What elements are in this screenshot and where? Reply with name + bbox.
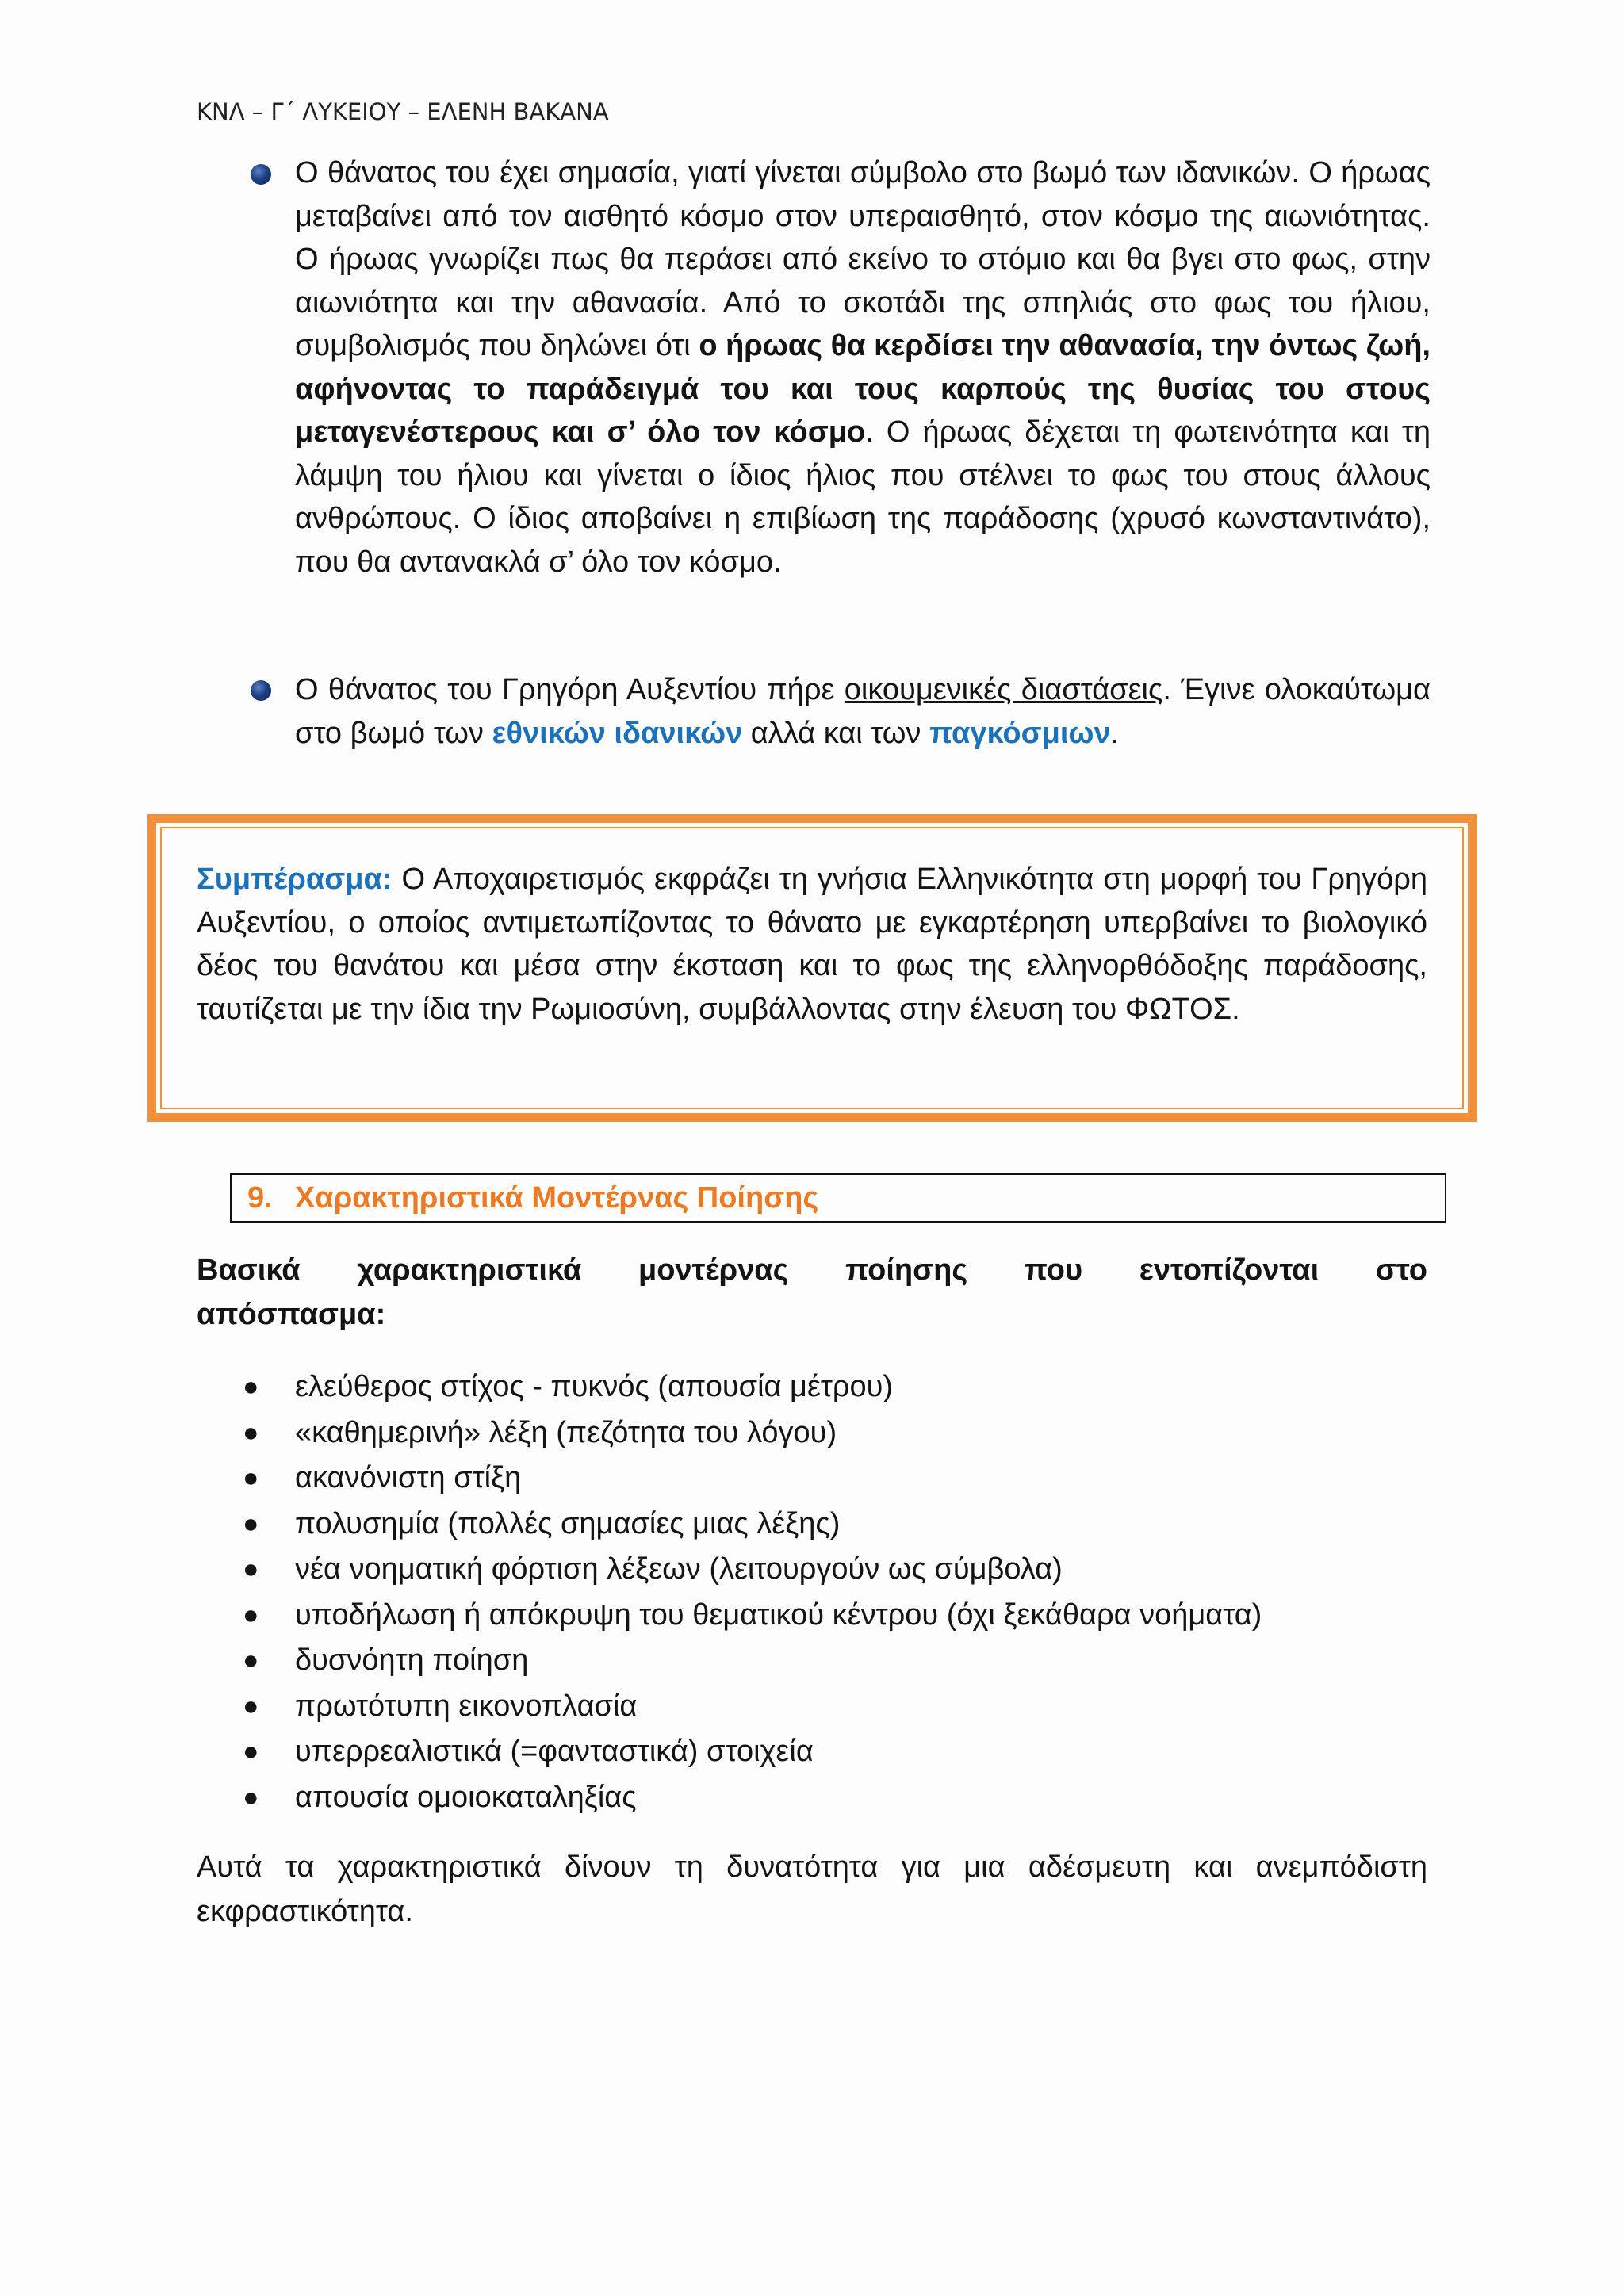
bullet-dot-icon	[251, 164, 271, 185]
section-heading	[230, 1173, 1446, 1223]
list-item: ● υποδήλωση ή απόκρυψη του θεματικού κέντρου (όχι ξεκάθαρα νοήματα)	[243, 1593, 1262, 1639]
bullet2-text-b: . Έγινε ολοκαύτωμα στο βωμό των	[295, 673, 1431, 750]
intro-line-2: απόσπασμα:	[197, 1298, 386, 1331]
bullet1-bold: ο ήρωας θα κερδίσει την αθανασία, την όντως ζωή, αφήνοντας το παράδειγμά του και τους καρπούς της θυσίας του στους μεταγενέστερους και σ’ όλο τον κόσμο	[295, 329, 1431, 449]
bullet2-blue-2: παγκόσμιων	[929, 716, 1111, 750]
list-item: ● υπερρεαλιστικά (=φανταστικά) στοιχεία	[243, 1729, 1262, 1775]
bullet-disc-icon: ●	[243, 1417, 259, 1448]
conclusion-text: Ο Αποχαιρετισμός εκφράζει τη γνήσια Ελληνικότητα στη μορφή του Γρηγόρη Αυξεντίου, ο οποίος αντιμετωπίζοντας το θάνατο με εγκαρτέρηση υπερβαίνει το βιολογικό δέος του θανάτου και μέσα στην έκσταση και το φως της ελληνορθόδοξης παράδοσης, ταυτίζεται με την ίδια την Ρωμιοσύνη, συμβάλλοντας στην έλευση του ΦΩΤΟΣ.	[197, 863, 1427, 1026]
bullet2-text-a: Ο θάνατος του Γρηγόρη Αυξεντίου πήρε	[295, 673, 845, 706]
list-item: ● ελεύθερος στίχος - πυκνός (απουσία μέτρου)	[243, 1364, 1262, 1410]
bullet-paragraph-2	[295, 668, 1431, 755]
list-item: ● νέα νοηματική φόρτιση λέξεων (λειτουργούν ως σύμβολα)	[243, 1547, 1262, 1593]
bullet1-text-b: . Ο ήρωας δέχεται τη φωτεινότητα και τη λάμψη του ήλιου και γίνεται ο ίδιος ήλιος που στέλνει το φως του στους άλλους ανθρώπους. Ο ίδιος αποβαίνει η επιβίωση της παράδοσης (χρυσό κωνσταντινάτο), που θα αντανακλά σ’ όλο τον κόσμο.	[295, 415, 1431, 579]
features-list	[243, 1364, 1262, 1820]
bullet-disc-icon: ●	[243, 1736, 259, 1766]
conclusion-paragraph	[197, 858, 1427, 1031]
page-header: ΚΝΛ – Γ΄ ΛΥΚΕΙΟΥ – ΕΛΕΝΗ ΒΑΚΑΝΑ	[197, 98, 609, 125]
list-item: ● «καθημερινή» λέξη (πεζότητα του λόγου)	[243, 1410, 1262, 1456]
bullet-disc-icon: ●	[243, 1599, 259, 1630]
bullet2-blue-1: εθνικών ιδανικών	[492, 716, 743, 750]
bullet-paragraph-1	[295, 151, 1431, 584]
intro-line-1: Βασικά χαρακτηριστικά μοντέρνας ποίησης που εντοπίζονται στο	[197, 1253, 1427, 1287]
list-item: ● δυσνόητη ποίηση	[243, 1638, 1262, 1684]
bullet2-text-c: αλλά και των	[742, 716, 929, 750]
bullet-disc-icon: ●	[243, 1554, 259, 1584]
list-item: ● πρωτότυπη εικονοπλασία	[243, 1684, 1262, 1730]
closing-paragraph: Αυτά τα χαρακτηριστικά δίνουν τη δυνατότητα για μια αδέσμευτη και ανεμπόδιστη εκφραστικότητα.	[197, 1850, 1427, 1928]
bullet-disc-icon: ●	[243, 1781, 259, 1812]
bullet-disc-icon: ●	[243, 1690, 259, 1721]
list-item: ● απουσία ομοιοκαταληξίας	[243, 1775, 1262, 1821]
section-number: 9.	[247, 1181, 273, 1215]
bullet-disc-icon: ●	[243, 1645, 259, 1675]
intro-paragraph	[197, 1248, 1427, 1337]
bullet-disc-icon: ●	[243, 1372, 259, 1402]
section-title: Χαρακτηριστικά Μοντέρνας Ποίησης	[295, 1181, 819, 1215]
bullet-disc-icon: ●	[243, 1508, 259, 1539]
bullet1-text-a: Ο θάνατος του έχει σημασία, γιατί γίνεται σύμβολο στο βωμό των ιδανικών. Ο ήρωας μεταβαίνει από τον αισθητό κόσμο στον υπεραισθητό, στον κόσμο της αιωνιότητας. Ο ήρωας γνωρίζει πως θα περάσει από εκείνο το στόμιο και θα βγει στο φως, στην αιωνιότητα και την αθανασία. Από το σκοτάδι της σπηλιάς στο φως του ήλιου, συμβολισμός που δηλώνει ότι	[295, 156, 1431, 362]
bullet-dot-icon	[251, 680, 271, 701]
bullet-disc-icon: ●	[243, 1463, 259, 1493]
bullet2-text-d: .	[1110, 716, 1120, 750]
bullet2-underlined: οικουμενικές διαστάσεις	[844, 673, 1163, 706]
list-item: ● πολυσημία (πολλές σημασίες μιας λέξης)	[243, 1502, 1262, 1548]
conclusion-label: Συμπέρασμα:	[197, 863, 393, 896]
list-item: ● ακανόνιστη στίξη	[243, 1456, 1262, 1502]
